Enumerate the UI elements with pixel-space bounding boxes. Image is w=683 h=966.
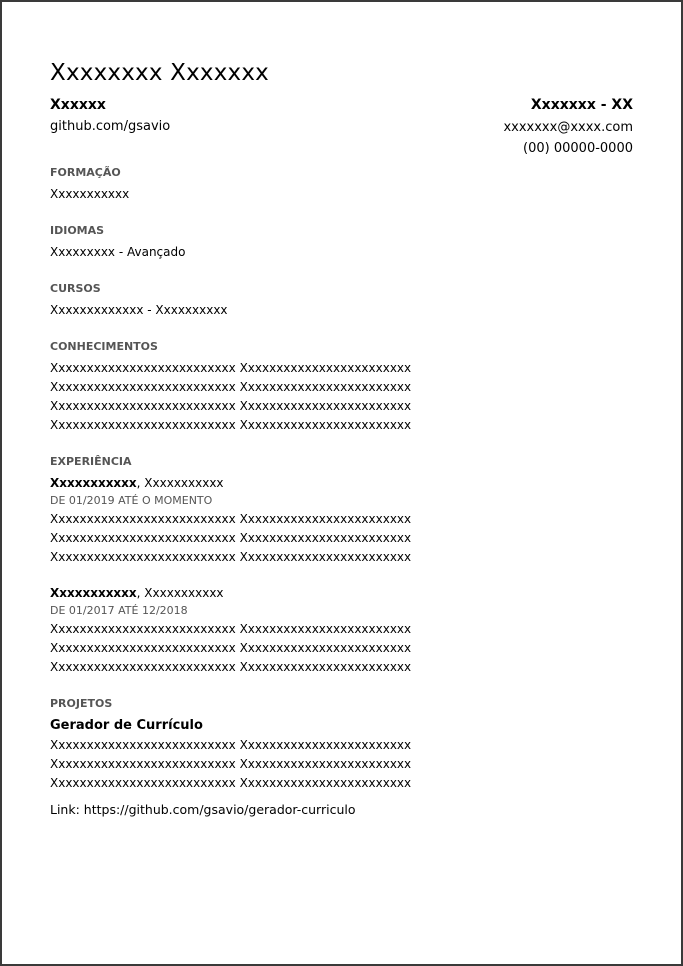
experience-separator: ,	[136, 586, 145, 600]
experience-item	[50, 584, 633, 677]
section-title: IDIOMAS	[50, 224, 105, 237]
candidate-role: Xxxxxx	[50, 97, 106, 113]
section-conhecimentos	[50, 340, 633, 435]
github-link[interactable]: github.com/gsavio	[50, 119, 171, 134]
experience-line: Xxxxxxxxxxxxxxxxxxxxxxxxxx Xxxxxxxxxxxxxxxxxxxxxxxx	[50, 512, 412, 526]
project-line: Xxxxxxxxxxxxxxxxxxxxxxxxxx Xxxxxxxxxxxxxxxxxxxxxxxx	[50, 738, 412, 752]
experience-line: Xxxxxxxxxxxxxxxxxxxxxxxxxx Xxxxxxxxxxxxxxxxxxxxxxxx	[50, 622, 412, 636]
candidate-name: Xxxxxxxx Xxxxxxx	[50, 60, 269, 86]
candidate-location: Xxxxxxx - XX	[530, 97, 633, 113]
experience-separator: ,	[136, 476, 145, 490]
conhecimentos-line: Xxxxxxxxxxxxxxxxxxxxxxxxxx Xxxxxxxxxxxxxxxxxxxxxxxx	[50, 380, 412, 394]
header-row	[50, 95, 633, 156]
project-line: Xxxxxxxxxxxxxxxxxxxxxxxxxx Xxxxxxxxxxxxxxxxxxxxxxxx	[50, 757, 412, 771]
project-line: Xxxxxxxxxxxxxxxxxxxxxxxxxx Xxxxxxxxxxxxxxxxxxxxxxxx	[50, 776, 412, 790]
conhecimentos-line: Xxxxxxxxxxxxxxxxxxxxxxxxxx Xxxxxxxxxxxxxxxxxxxxxxxx	[50, 361, 412, 375]
section-title: EXPERIÊNCIA	[50, 455, 132, 468]
project-link[interactable]: Link: https://github.com/gsavio/gerador-curriculo	[50, 802, 356, 817]
section-title: CURSOS	[50, 282, 101, 295]
experience-period: DE 01/2017 ATÉ 12/2018	[50, 604, 188, 617]
section-title: CONHECIMENTOS	[50, 340, 158, 353]
experience-line: Xxxxxxxxxxxxxxxxxxxxxxxxxx Xxxxxxxxxxxxxxxxxxxxxxxx	[50, 550, 412, 564]
experience-line: Xxxxxxxxxxxxxxxxxxxxxxxxxx Xxxxxxxxxxxxxxxxxxxxxxxx	[50, 660, 412, 674]
experience-line: Xxxxxxxxxxxxxxxxxxxxxxxxxx Xxxxxxxxxxxxxxxxxxxxxxxx	[50, 531, 412, 545]
experience-company: Xxxxxxxxxxx	[50, 476, 137, 490]
conhecimentos-line: Xxxxxxxxxxxxxxxxxxxxxxxxxx Xxxxxxxxxxxxxxxxxxxxxxxx	[50, 399, 412, 413]
project-name: Gerador de Currículo	[50, 718, 203, 733]
section-title: FORMAÇÃO	[50, 166, 121, 179]
section-formacao	[50, 166, 633, 204]
experience-heading	[50, 474, 633, 492]
cursos-text: Xxxxxxxxxxxxx - Xxxxxxxxxx	[50, 303, 228, 317]
conhecimentos-line: Xxxxxxxxxxxxxxxxxxxxxxxxxx Xxxxxxxxxxxxxxxxxxxxxxxx	[50, 418, 412, 432]
experience-position: Xxxxxxxxxxx	[144, 586, 224, 600]
experience-company: Xxxxxxxxxxx	[50, 586, 137, 600]
contact-block	[503, 95, 633, 159]
phone-number: (00) 00000-0000	[523, 141, 633, 156]
section-cursos	[50, 282, 633, 320]
experience-heading	[50, 584, 633, 602]
formacao-text: Xxxxxxxxxxx	[50, 187, 130, 201]
experience-item	[50, 474, 633, 567]
experience-position: Xxxxxxxxxxx	[144, 476, 224, 490]
section-projetos	[50, 697, 633, 819]
experience-line: Xxxxxxxxxxxxxxxxxxxxxxxxxx Xxxxxxxxxxxxxxxxxxxxxxxx	[50, 641, 412, 655]
section-title: PROJETOS	[50, 697, 113, 710]
section-experiencia	[50, 455, 633, 677]
email-link[interactable]: xxxxxxx@xxxx.com	[503, 120, 633, 135]
idiomas-text: Xxxxxxxxx - Avançado	[50, 245, 186, 259]
resume-content	[50, 58, 633, 819]
section-idiomas	[50, 224, 633, 262]
experience-period: DE 01/2019 ATÉ O MOMENTO	[50, 494, 213, 507]
